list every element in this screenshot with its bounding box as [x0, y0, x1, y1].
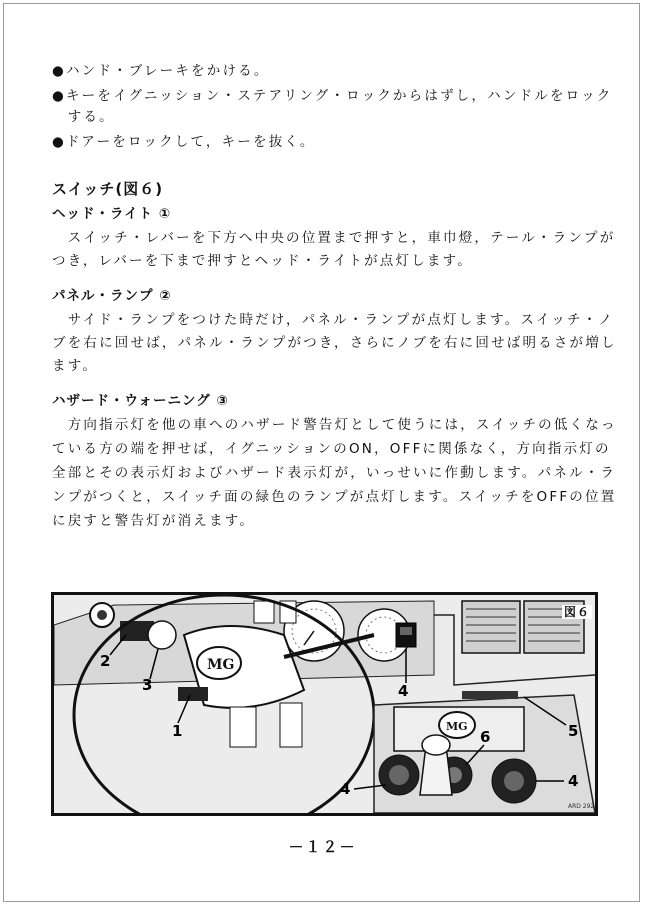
callout-3: 3 [142, 676, 153, 694]
callout-1: 1 [172, 722, 183, 740]
figure-label: 図６ [564, 605, 591, 619]
callout-4-right: 4 [568, 772, 579, 790]
callout-4-hazard: 4 [398, 682, 409, 700]
bullet-key: ●キーをイグニッション・ステアリング・ロックからはずし，ハンドルをロック [52, 88, 613, 104]
page-number: －１２－ [288, 838, 357, 856]
bullet-key-cont: する。 [52, 109, 115, 125]
hazard-line-5: に戻すと警告灯が消えます。 [52, 513, 256, 529]
figure-code: ARD 292 [568, 803, 595, 810]
bullet-handbrake: ●ハンド・ブレーキをかける。 [52, 63, 270, 79]
callout-2: 2 [100, 652, 111, 670]
callout-5: 5 [568, 722, 579, 740]
hazard-line-1: 方向指示灯を他の車へのハザード警告灯として使うには，スイッチの低くなっ [52, 417, 617, 433]
panel-line-1: サイド・ランプをつけた時だけ，パネル・ランプが点灯します。スイッチ・ノ [52, 312, 615, 328]
panel-heading: パネル・ランプ ② [52, 288, 172, 304]
callout-6: 6 [480, 728, 491, 746]
section-title: スイッチ(図６) [52, 180, 164, 198]
panel-line-3: ます。 [52, 358, 99, 374]
panel-line-2: ブを右に回せば，パネル・ランプがつき，さらにノブを右に回せば明るさが増し [52, 335, 617, 351]
hazard-line-2: ている方の端を押せば，イグニッションのON，OFFに関係なく，方向指示灯の [52, 441, 611, 457]
headlight-heading: ヘッド・ライト ① [52, 206, 172, 222]
hazard-line-3: 全部とその表示灯およびハザード表示灯が，いっせいに作動します。パネル・ラ [52, 465, 617, 481]
hazard-line-4: ンプがつくと，スイッチ面の緑色のランプが点灯します。スイッチをOFFの位置 [52, 489, 617, 505]
hazard-heading: ハザード・ウォーニング ③ [52, 393, 229, 409]
steering-badge-text: MG [207, 657, 235, 673]
bullet-door: ●ドアーをロックして，キーを抜く。 [52, 134, 316, 150]
headlight-line-2: つき，レバーを下まで押すとヘッド・ライトが点灯します。 [52, 253, 473, 269]
callout-4-left: 4 [340, 780, 351, 798]
headlight-line-1: スイッチ・レバーを下方へ中央の位置まで押すと，車巾燈，テール・ランプが [52, 230, 616, 246]
console-badge: MG [446, 720, 468, 733]
dashboard-figure [51, 592, 598, 816]
dashboard-illustration [54, 595, 595, 813]
